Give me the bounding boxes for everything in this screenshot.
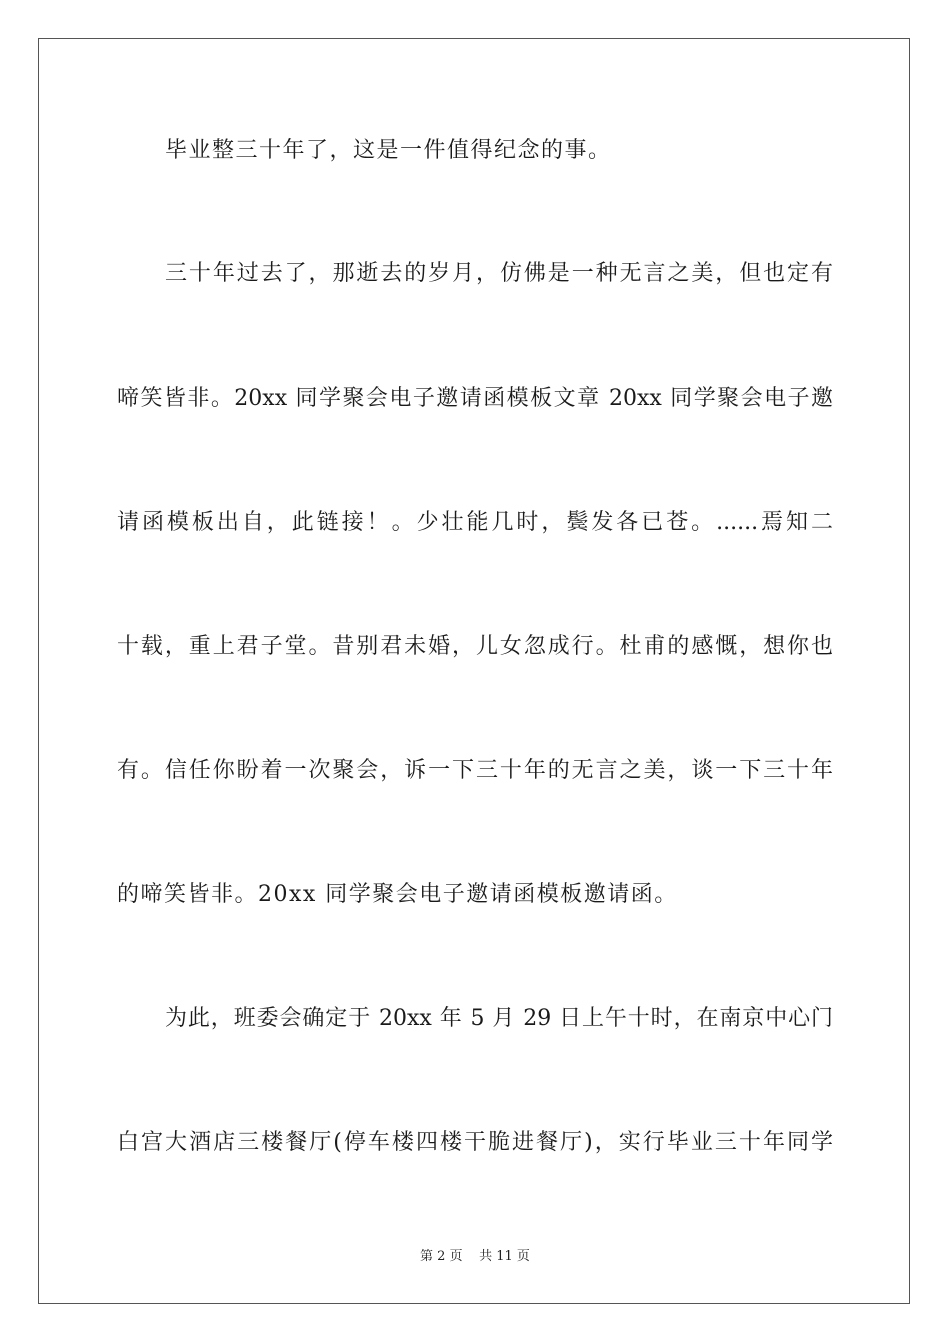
paragraph-2-line-3: 请函模板出自，此链接！。少壮能几时，鬓发各已苍。......焉知二 [117, 510, 833, 535]
paragraph-1-line-1: 毕业整三十年了，这是一件值得纪念的事。 [165, 138, 612, 163]
page-frame [38, 38, 910, 1304]
page-number: 第 2 页 [420, 1249, 463, 1264]
paragraph-3-line-1: 为此，班委会确定于 20xx 年 5 月 29 日上午十时，在南京中心门 [165, 1006, 833, 1031]
total-pages: 共 11 页 [479, 1249, 530, 1264]
paragraph-2-line-1: 三十年过去了，那逝去的岁月，仿佛是一种无言之美，但也定有 [165, 261, 833, 286]
page-footer [0, 1248, 950, 1266]
paragraph-2-line-6: 的啼笑皆非。20xx 同学聚会电子邀请函模板邀请函。 [117, 882, 678, 907]
paragraph-2-line-4: 十载，重上君子堂。昔别君未婚，儿女忽成行。杜甫的感慨，想你也 [117, 634, 833, 659]
paragraph-2-line-2: 啼笑皆非。20xx 同学聚会电子邀请函模板文章 20xx 同学聚会电子邀 [117, 386, 833, 411]
paragraph-2-line-5: 有。信任你盼着一次聚会，诉一下三十年的无言之美，谈一下三十年 [117, 758, 833, 783]
paragraph-3-line-2: 白宫大酒店三楼餐厅(停车楼四楼干脆进餐厅)，实行毕业三十年同学 [117, 1130, 833, 1155]
